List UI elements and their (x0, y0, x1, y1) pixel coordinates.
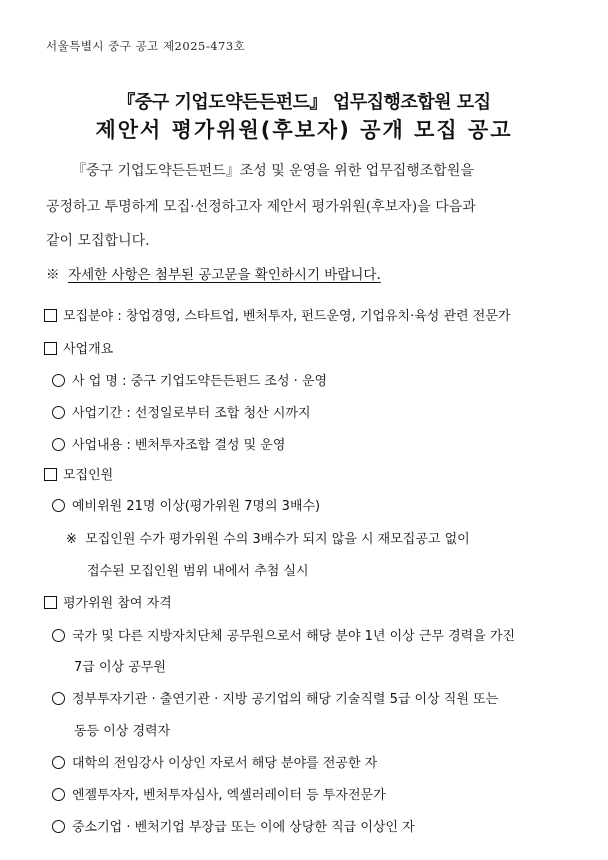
circle-bullet-icon (52, 406, 65, 419)
reference-mark: ※ (46, 267, 60, 283)
checkbox-square-icon (44, 596, 57, 609)
recruit-item-text: 예비위원 21명 이상(평가위원 7명의 3배수) (72, 499, 321, 514)
qualification-item-text: 국가 및 다른 지방자치단체 공무원으로서 해당 분야 1년 이상 근무 경력을 가진 (72, 629, 516, 644)
circle-bullet-icon (52, 629, 65, 642)
qualification-item-continued: 7급 이상 공무원 (74, 660, 166, 675)
intro-line-3: 같이 모집합니다. (46, 233, 150, 249)
circle-bullet-icon (52, 788, 65, 801)
notice-line (46, 263, 381, 283)
circle-bullet-icon (52, 820, 65, 833)
qualification-item-text: 대학의 전임강사 이상인 자로서 해당 분야를 전공한 자 (72, 756, 378, 771)
section-overview (44, 338, 113, 357)
checkbox-square-icon (44, 342, 57, 355)
section-recruit (44, 464, 113, 483)
qualification-item (52, 625, 515, 644)
notice-text: 자세한 사항은 첨부된 공고문을 확인하시기 바랍니다. (68, 267, 381, 283)
overview-item-text: 사업기간 : 선정일로부터 조합 청산 시까지 (72, 406, 311, 421)
recruit-item (52, 495, 320, 514)
overview-item-text: 사업내용 : 벤처투자조합 결성 및 운영 (72, 438, 286, 453)
overview-item-text: 사 업 명 : 중구 기업도약든든펀드 조성 · 운영 (72, 374, 328, 389)
recruit-note-line-2: 접수된 모집인원 범위 내에서 추첨 실시 (87, 564, 309, 579)
qualification-item-continued: 동등 이상 경력자 (74, 724, 171, 739)
title-line-1: 『중구 기업도약든든펀드』 업무집행조합원 모집 (117, 92, 491, 113)
qualification-item (52, 784, 386, 803)
section-qualification (44, 592, 172, 611)
intro-line-1: 『중구 기업도약든든펀드』조성 및 운영을 위한 업무집행조합원을 (72, 163, 474, 179)
section-field-text: 모집분야 : 창업경영, 스타트업, 벤처투자, 펀드운영, 기업유치·육성 관련 전문가 (63, 309, 511, 324)
checkbox-square-icon (44, 468, 57, 481)
reference-mark: ※ (66, 532, 77, 547)
circle-bullet-icon (52, 374, 65, 387)
section-overview-heading: 사업개요 (63, 342, 114, 357)
title-line-2: 제안서 평가위원(후보자) 공개 모집 공고 (95, 118, 513, 142)
circle-bullet-icon (52, 756, 65, 769)
intro-line-2: 공정하고 투명하게 모집·선정하고자 제안서 평가위원(후보자)을 다음과 (46, 199, 476, 215)
section-recruit-heading: 모집인원 (63, 468, 114, 483)
qualification-item (52, 688, 498, 707)
notice-number: 서울특별시 중구 공고 제2025-473호 (46, 39, 246, 53)
circle-bullet-icon (52, 438, 65, 451)
qualification-item (52, 752, 377, 771)
recruit-note-line-1: 모집인원 수가 평가위원 수의 3배수가 되지 않을 시 재모집공고 없이 (85, 532, 470, 547)
section-field (44, 305, 510, 324)
qualification-item-text: 정부투자기관 · 출연기관 · 지방 공기업의 해당 기술직렬 5급 이상 직원 또는 (72, 692, 499, 707)
qualification-item-text: 엔젤투자자, 벤처투자심사, 엑셀러레이터 등 투자전문가 (72, 788, 386, 803)
checkbox-square-icon (44, 309, 57, 322)
overview-item (52, 370, 327, 389)
circle-bullet-icon (52, 499, 65, 512)
circle-bullet-icon (52, 692, 65, 705)
qualification-item (52, 816, 415, 835)
recruit-note (66, 528, 470, 547)
overview-item (52, 402, 311, 421)
section-qualification-heading: 평가위원 참여 자격 (63, 596, 172, 611)
qualification-item-text: 중소기업 · 벤처기업 부장급 또는 이에 상당한 직급 이상인 자 (72, 820, 415, 835)
overview-item (52, 434, 285, 453)
